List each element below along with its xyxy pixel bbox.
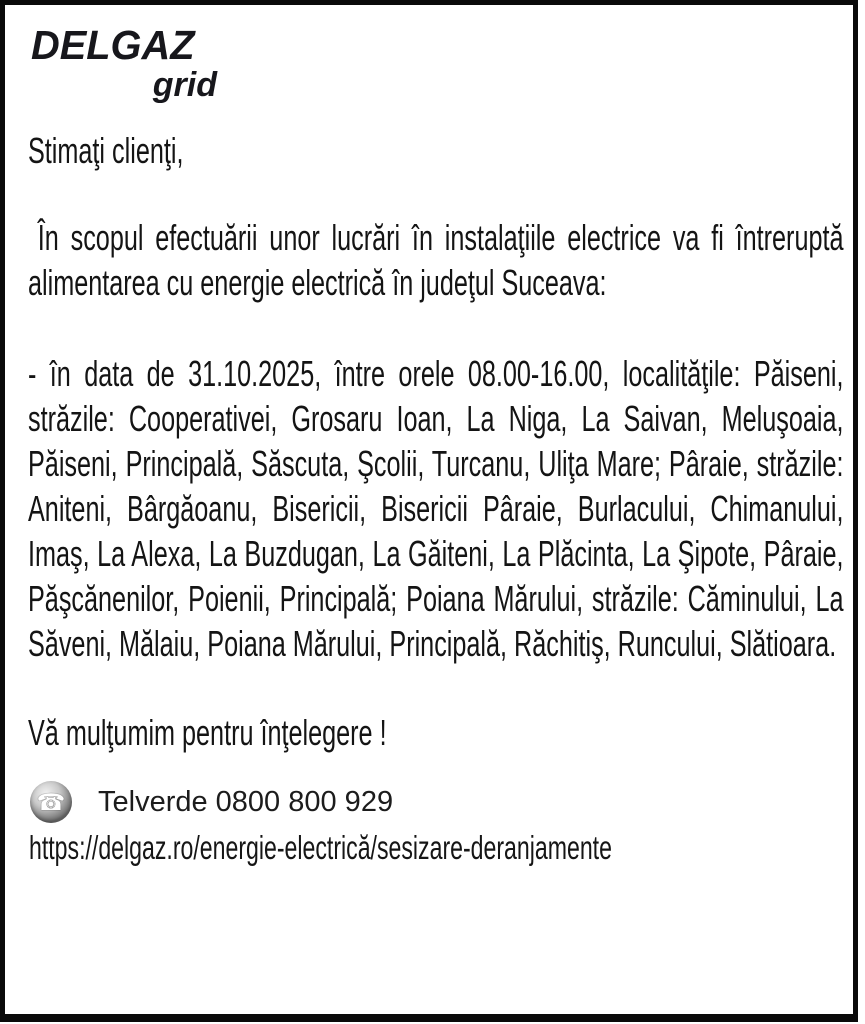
- thanks-line: Vă mulţumim pentru înţelegere !: [28, 712, 387, 753]
- delgaz-grid-logo: [31, 22, 219, 104]
- logo-sub-text: grid: [152, 66, 217, 104]
- footer-phone-row: [30, 781, 845, 823]
- telephone-glyph: ☎: [36, 788, 66, 815]
- footer-url-row: [29, 829, 680, 867]
- greeting-line: Stimaţi clienţi,: [28, 130, 184, 171]
- logo-main-text: DELGAZ: [31, 22, 195, 68]
- telverde-phone-number: Telverde 0800 800 929: [98, 785, 394, 818]
- outage-paragraph: - în data de 31.10.2025, între orele 08.00-16.00, localităţile: Păiseni, străzile: Cooperativei, Grosaru Ioan, La Niga, La Saivan, Meluşoaia, Păiseni, Principală, Săscuta, Şcolii, Turcanu, Uliţa Mare; Pâraie, străzile: Aniteni, Bârgăoanu, Bisericii, Bisericii Pâraie, Burlacului, Chimanului, Imaş, La Alexa, La Buzdugan, La Găiteni, La Plăcinta, La Şipote, Pâraie, Păşcănenilor, Poienii, Principală; Poiana Mărului, străzile: Căminului, La Săveni, Mălaiu, Poiana Mărului, Principală, Răchitiş, Runcului, Slătioara.: [28, 353, 844, 664]
- notice-content: [5, 5, 853, 867]
- intro-paragraph: În scopul efectuării unor lucrări în instalaţiile electrice va fi întreruptă alimentarea cu energie electrică în judeţul Suceava:: [28, 217, 844, 303]
- telephone-icon: [30, 781, 72, 823]
- complaints-url: https://delgaz.ro/energie-electrică/sesizare-deranjamente: [29, 829, 612, 866]
- notice-body: [28, 128, 844, 755]
